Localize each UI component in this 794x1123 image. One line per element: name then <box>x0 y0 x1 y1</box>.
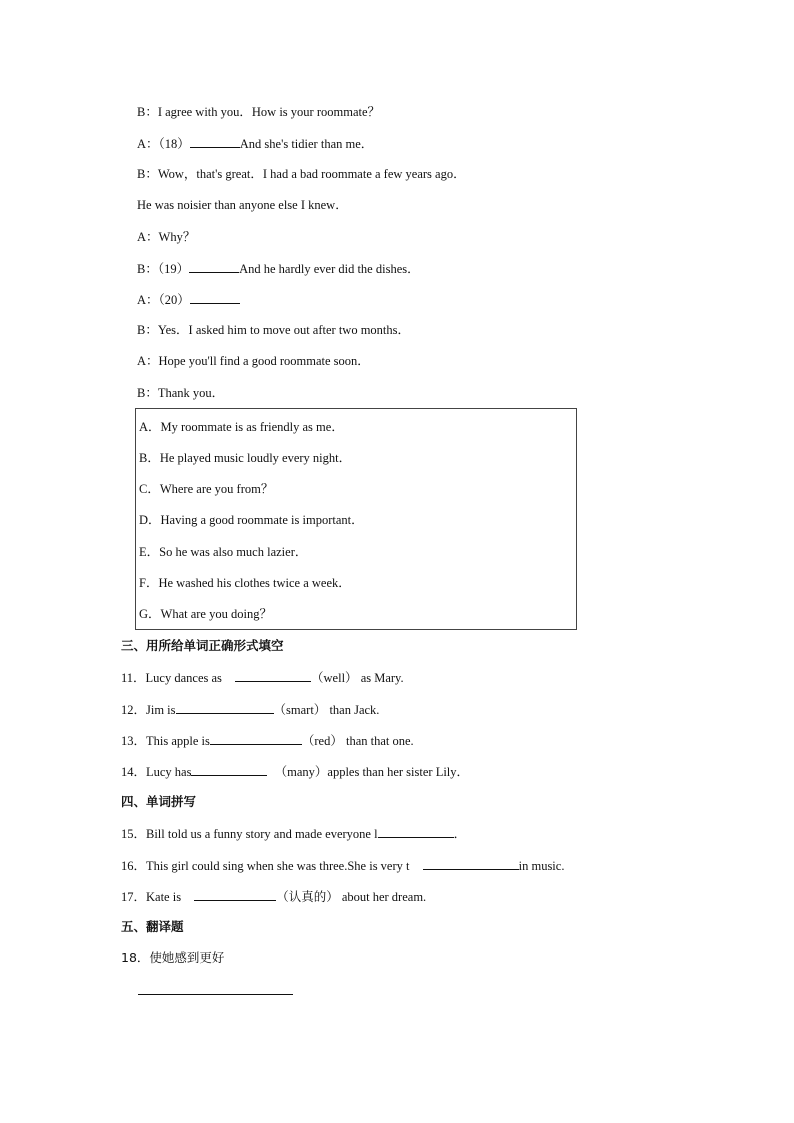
question-text: about her dream. <box>341 890 427 904</box>
dialogue-line-3 <box>137 166 466 182</box>
dialogue-text: B：I agree with you．How is your roommate？ <box>137 105 381 119</box>
section-3-heading: 三、用所给单词正确形式填空 <box>121 638 284 653</box>
answer-blank-11[interactable] <box>235 669 311 682</box>
question-text: 15．Bill told us a funny story and made everyone l <box>121 827 378 841</box>
word-hint: （smart） <box>273 703 327 717</box>
dialogue-text: A：Hope you'll find a good roommate soon． <box>137 354 370 368</box>
answer-blank-15[interactable] <box>378 825 454 838</box>
dialogue-line-9 <box>137 353 370 369</box>
answer-blank-12[interactable] <box>176 701 274 714</box>
dialogue-line-5 <box>137 229 195 245</box>
question-16 <box>121 857 564 874</box>
dialogue-text: A：Why？ <box>137 230 196 244</box>
dialogue-line-2 <box>137 135 373 152</box>
answer-blank-17[interactable] <box>194 888 276 901</box>
option-a: A．My roommate is as friendly as me． <box>139 420 344 434</box>
dialogue-line-8 <box>137 322 410 338</box>
answer-blank-20[interactable] <box>190 291 240 304</box>
dialogue-suffix: And she's tidier than me． <box>239 137 374 151</box>
question-text: 12．Jim is <box>121 703 176 717</box>
section-5-heading: 五、翻译题 <box>121 919 184 934</box>
answer-blank-19[interactable] <box>189 260 239 273</box>
answer-blank-18[interactable] <box>190 135 240 148</box>
dialogue-line-6 <box>137 260 420 277</box>
option-d: D．Having a good roommate is important． <box>139 513 364 527</box>
dialogue-line-10 <box>137 385 224 401</box>
answer-blank-13[interactable] <box>210 732 302 745</box>
dialogue-prefix: B：（19） <box>137 262 190 276</box>
dialogue-text: He was noisier than anyone else I knew． <box>137 198 348 212</box>
question-12 <box>121 701 379 718</box>
question-18: 18．使她感到更好 <box>121 950 225 965</box>
answer-blank-16[interactable] <box>423 857 519 870</box>
options-box <box>135 408 577 630</box>
word-hint: （认真的） <box>276 889 339 904</box>
question-text: ． <box>453 827 467 841</box>
answer-blank-14[interactable] <box>191 763 267 776</box>
question-text: 14．Lucy has <box>121 765 192 779</box>
dialogue-prefix: A：（20） <box>137 293 190 307</box>
question-text: 16．This girl could sing when she was three.She is very t <box>121 859 410 873</box>
option-b: B．He played music loudly every night． <box>139 451 352 465</box>
word-hint: （red） <box>301 734 343 748</box>
option-g: G．What are you doing？ <box>139 607 272 621</box>
question-text: than that one. <box>345 734 414 748</box>
dialogue-text: B：Wow，that's great．I had a bad roommate a few years ago． <box>137 167 466 181</box>
dialogue-suffix: And he hardly ever did the dishes． <box>239 262 420 276</box>
word-hint: （well） <box>311 671 358 685</box>
dialogue-text: B：Yes．I asked him to move out after two months． <box>137 323 411 337</box>
dialogue-line-7 <box>137 291 240 308</box>
option-f: F．He washed his clothes twice a week． <box>139 576 351 590</box>
question-11 <box>121 669 404 686</box>
option-e: E．So he was also much lazier． <box>139 545 308 559</box>
question-text: 17．Kate is <box>121 890 182 904</box>
section-4-heading: 四、单词拼写 <box>121 794 197 809</box>
question-text: 11．Lucy dances as <box>121 671 222 685</box>
answer-line-18[interactable] <box>138 994 293 995</box>
question-15 <box>121 825 466 842</box>
dialogue-line-4 <box>137 197 348 213</box>
question-14 <box>121 763 469 780</box>
question-text: 13．This apple is <box>121 734 210 748</box>
question-13 <box>121 732 414 749</box>
question-17 <box>121 888 426 905</box>
question-text: as Mary. <box>360 671 404 685</box>
option-c: C．Where are you from？ <box>139 482 274 496</box>
word-hint: （many） <box>274 765 328 779</box>
question-text: in music. <box>518 859 565 873</box>
dialogue-line-1 <box>137 104 380 120</box>
dialogue-text: B：Thank you． <box>137 386 225 400</box>
question-text: apples than her sister Lily． <box>327 765 470 779</box>
question-text: than Jack. <box>329 703 380 717</box>
dialogue-prefix: A：（18） <box>137 137 190 151</box>
